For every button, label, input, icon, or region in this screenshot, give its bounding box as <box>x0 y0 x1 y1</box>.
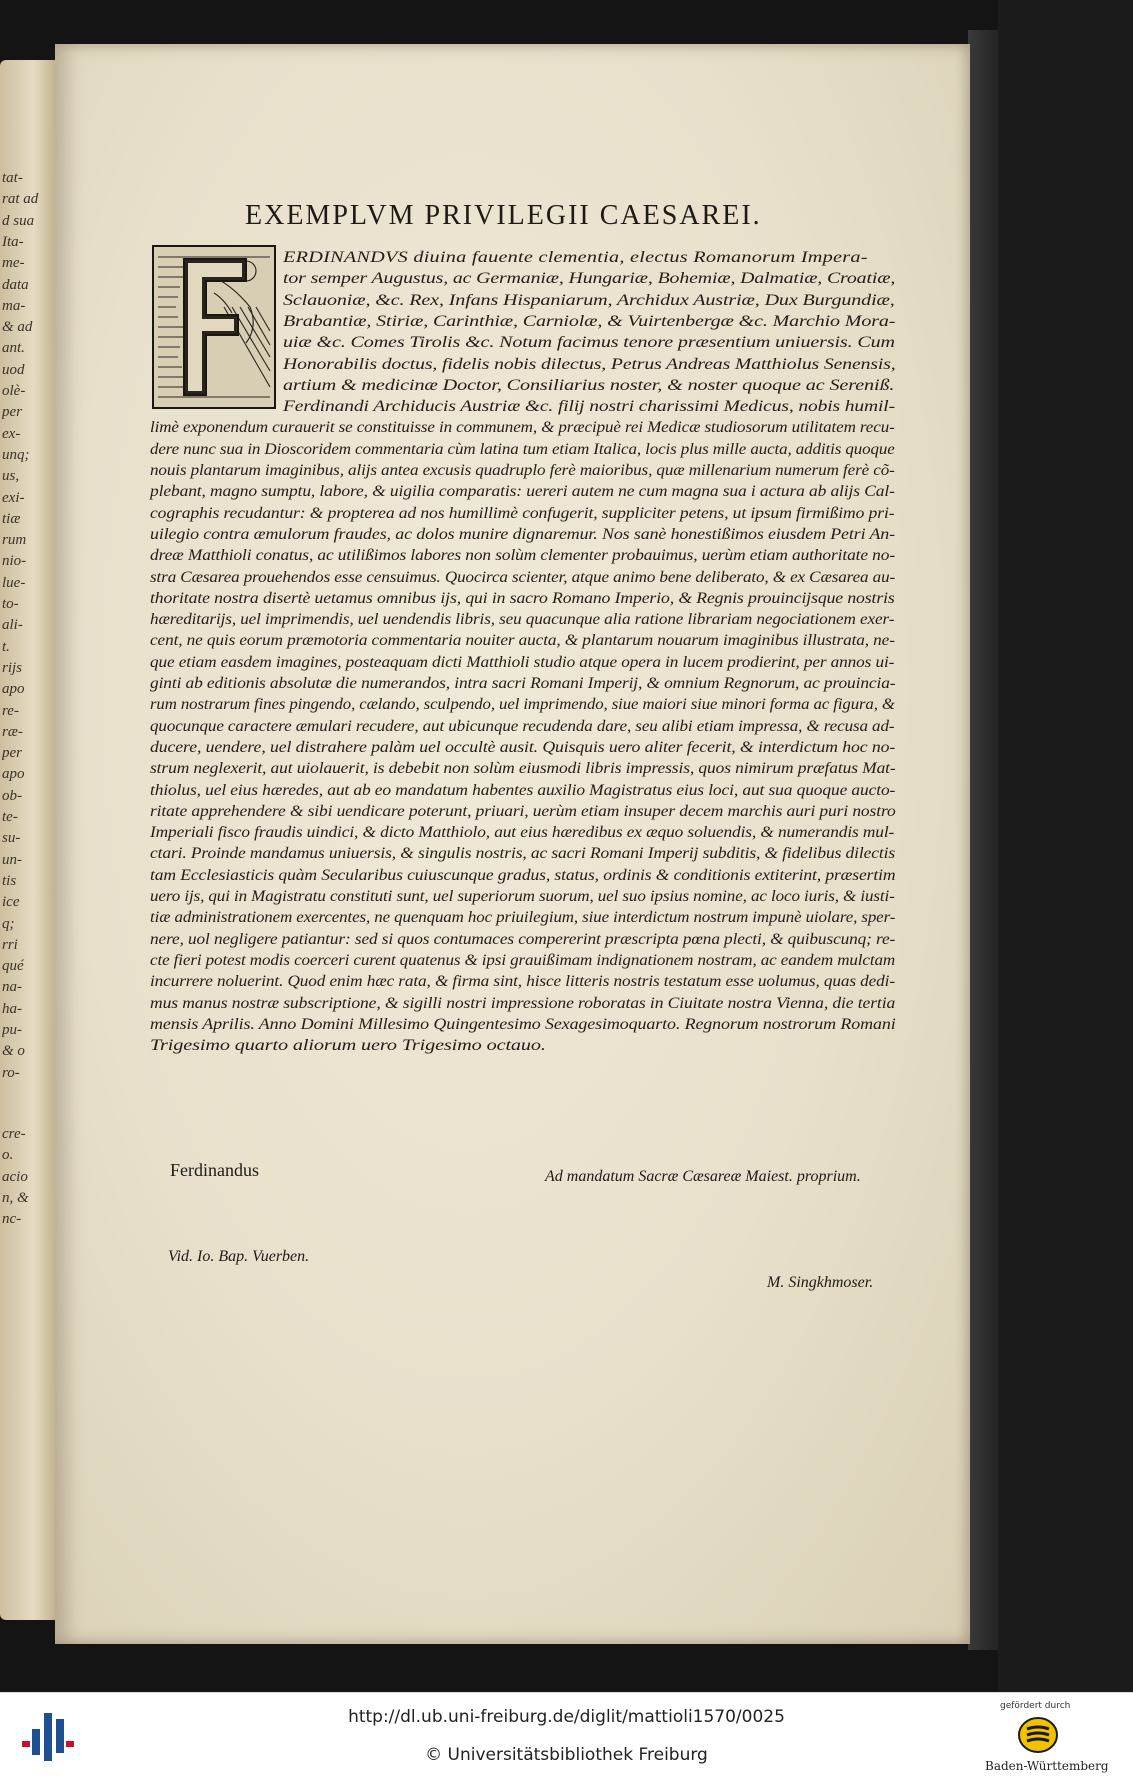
page-stack-edge <box>968 30 998 1650</box>
text-line: Honorabilis doctus, fidelis nobis dilectus, Petrus Andreas Matthiolus Senensis, <box>283 354 896 373</box>
left-page-fragment: q; <box>2 915 15 932</box>
text-line: ctari. Proinde mandamus uniuersis, & singulis nostris, ac sacri Romani Imperij subditis, & fidelibus dilectis <box>150 844 896 863</box>
text-line: Trigesimo quarto aliorum uero Trigesimo octauo. <box>150 1036 546 1055</box>
text-line: ritate apprehendere & sibi uendicare poterunt, priuari, uerùm etiam insuper decem marchis auri puri nostro <box>150 801 896 820</box>
left-page-fragment: rum <box>2 532 27 549</box>
left-page-fragment: acio <box>2 1168 28 1185</box>
funded-by-label: gefördert durch <box>1000 1701 1071 1711</box>
text-line: dere nunc sua in Dioscoridem commentaria cùm latina tum etiam Italica, locis plus mille aucta, additis quoque <box>150 439 895 458</box>
left-page-fragment: ali- <box>2 617 23 634</box>
left-page-fragment: rat ad <box>2 191 39 208</box>
left-page-fragment: tiæ <box>2 510 21 527</box>
viewer-footer <box>0 1692 1133 1781</box>
left-page-fragment: te- <box>2 809 18 825</box>
left-page-fragment: re- <box>2 702 19 719</box>
text-line: Imperiali fisco fraudis uindici, & dicto Matthiolo, aut eius hæredibus ex æquo soluendis, & numerandis mul- <box>150 823 895 842</box>
left-page-fragment: me- <box>2 255 25 272</box>
text-line: uero ijs, qui in Magistratu constituti sunt, uel superiorum suorum, uel suo ipsius nomine, ac loco iuris, & iusti- <box>150 887 895 905</box>
left-page-fragment: apo <box>2 766 25 783</box>
left-page-fragment: rijs <box>2 659 23 676</box>
left-page-fragment: pu- <box>2 1022 22 1038</box>
signature-vid: Vid. Io. Bap. Vuerben. <box>168 1248 310 1265</box>
left-page-fragment: ice <box>2 894 20 911</box>
left-page-fragment: & ad <box>2 319 33 336</box>
text-line: hæreditarijs, uel imprimendis, uel uendendis libris, seu quacunque alia ratione librariam negociationem exer- <box>150 610 895 629</box>
text-line: rum nostrarum fines pingendo, cælando, sculpendo, uel imprimendo, siue maiori siue minori forma ac figura, & <box>150 695 895 714</box>
left-page-fragment: uod <box>2 361 25 378</box>
text-line: limè exponendum curauerit se constituisse in communem, & præcipuè rei Medicæ studiosorum utilitatem recu- <box>150 418 895 437</box>
left-page-fragment: per <box>2 404 22 421</box>
left-page-fragment: t. <box>2 638 10 655</box>
left-page-fragment: o. <box>2 1147 14 1164</box>
left-page-fragment: data <box>2 276 29 293</box>
left-page-fragment: nio- <box>2 553 27 570</box>
text-line: uiæ &c. Comes Tirolis &c. Notum facimus tenore præsentium uniuersis. Cum <box>283 333 895 352</box>
left-page-fragment: d sua <box>2 212 35 229</box>
text-line: cent, ne quis eorum præmotoria commentaria nouiter aucta, & plantarum nouarum imaginibus illustrata, ne- <box>150 631 895 650</box>
woodcut-initial <box>152 245 276 409</box>
text-line: thoritate nostra disertè uetamus omnibus ijs, qui in sacro Romano Imperio, & Regnis prouincijsque nostris <box>150 588 895 607</box>
copyright-notice: © Universitätsbibliothek Freiburg <box>425 1745 708 1765</box>
text-line: stra Cæsarea prouehendos esse censuimus. Quocirca scienter, atque animo bene deliberato, & ex Cæsarea au- <box>150 567 896 586</box>
left-page-fragment: rri <box>2 936 18 953</box>
left-page-fragment: to- <box>2 596 19 612</box>
text-line: Ferdinandi Archiducis Austriæ &c. filij nostri charissimi Medicus, nobis humil- <box>283 397 895 416</box>
left-page-fragment: exi- <box>2 489 25 506</box>
background-cloth <box>998 0 1133 1692</box>
left-page-fragment: un- <box>2 851 22 868</box>
left-page-fragment: unq; <box>2 446 30 463</box>
text-line: ducere, uendere, uel distrahere palàm uel occultè ausit. Quisquis uero aliter fecerit, & interdictum hoc no- <box>150 737 896 756</box>
text-line: incurrere noluerint. Quod enim hæc rata, & firma sint, hisce litteris nostris testatum esse uolumus, quas dedi- <box>150 972 895 991</box>
left-page-fragment: ræ- <box>2 723 23 740</box>
text-line: dreæ Matthioli conatus, ac utilißimos labores non solùm clementer probauimus, uerùm etiam authoritate no- <box>150 546 895 565</box>
text-line: strum neglexerit, aut uiolauerit, is debebit non solùm eiusmodi libris impressis, quos nimirum præfatus Mat- <box>150 759 896 778</box>
left-page-fragment: na- <box>2 979 22 996</box>
page-title: EXEMPLVM PRIVILEGII CAESAREI. <box>245 200 762 231</box>
left-page-fragment: su- <box>2 830 21 847</box>
text-line: cte fieri potest modis coerceri curent quatenus & ipsi grauißimam indignationem nostram, ac eandem mulctam <box>150 950 896 969</box>
left-page-fragment: ant. <box>2 340 25 357</box>
left-page-fragment: ma- <box>2 297 26 314</box>
text-line: cographis recudantur: & propterea ad nos humillimè confugerit, suppliciter petens, ut ipsum firmißimo pri- <box>150 503 895 522</box>
left-page-fragment: tis <box>2 872 17 889</box>
left-page-fragment: Ita- <box>2 233 24 250</box>
text-line: Sclauoniæ, &c. Rex, Infans Hispaniarum, Archidux Austriæ, Dux Burgundiæ, <box>283 290 895 309</box>
text-line: tiæ administrationem exercentes, ne quenquam hoc priuilegium, siue interdictum nostrum impunè uiolare, sper- <box>150 908 896 927</box>
funder-name: Baden-Württemberg <box>985 1759 1109 1773</box>
left-page-fragment: cre- <box>2 1125 26 1142</box>
permalink[interactable]: http://dl.ub.uni-freiburg.de/diglit/mattioli1570/0025 <box>348 1707 785 1727</box>
left-page-fragment: per <box>2 745 22 762</box>
left-page-fragment: lue- <box>2 574 26 591</box>
text-line: thiolus, uel eius hæredes, aut ab eo mandatum habentes auxilio Magistratus eius loci, aut sua quoque aucto- <box>150 780 896 799</box>
left-page-fragment: apo <box>2 681 25 698</box>
text-line: tam Ecclesiasticis quàm Secularibus cuiuscunque gradus, status, ordinis & conditionis extiterint, præsertim <box>150 865 896 884</box>
text-line: nouis plantarum imaginibus, alijs antea excusis quadruplo ferè maioribus, quæ millenarium numerum ferè cõ- <box>150 461 895 479</box>
left-page-fragment: olè- <box>2 383 26 399</box>
text-line: nere, uol negligere patiantur: sed si quos contumaces compererint præscripta pœna plecti, & quibuscunq; re- <box>150 929 896 948</box>
left-page-fragment: & o <box>2 1043 25 1060</box>
left-page-fragment: qué <box>2 958 24 975</box>
text-line: plebant, magno sumptu, labore, & uigilia comparatis: uereri autem ne cum magna sua i actura ab alijs Cal- <box>150 482 895 501</box>
signature-singkhmoser: M. Singkhmoser. <box>767 1274 874 1291</box>
text-line: artium & medicinæ Doctor, Consiliarius noster, & noster quoque ac Sereniß. <box>283 375 895 394</box>
left-page-fragment: ob- <box>2 787 22 804</box>
baden-wuerttemberg-coat-of-arms-icon[interactable] <box>1018 1715 1058 1755</box>
text-line: ginti ab editionis absolutæ die numerandos, intra sacri Romani Imperij, & omnium Regnorum, ac prouincia- <box>150 674 896 692</box>
signature-mandatum: Ad mandatum Sacræ Cæsareæ Maiest. proprium. <box>545 1168 861 1185</box>
left-page-fragment: ha- <box>2 1000 22 1017</box>
left-page-fragment: n, & <box>2 1189 29 1206</box>
text-line: ERDINANDVS diuina fauente clementia, electus Romanorum Impera- <box>283 248 868 266</box>
text-line: mus manus nostræ subscriptione, & sigilli nostri impressione roboratas in Ciuitate nostra Vienna, die tertia <box>150 993 896 1012</box>
text-line: mensis Aprilis. Anno Domini Millesimo Quingentesimo Sexagesimoquarto. Regnorum nostrorum Romani <box>150 1014 896 1033</box>
text-line: quocunque caractere æmulari recudere, aut ubicunque recudenda dare, seu alibi etiam impressa, & recusa ad- <box>150 716 895 735</box>
left-page-fragment: us, <box>2 468 20 485</box>
woodcut-initial-icon <box>154 247 274 407</box>
text-line: que etiam easdem imagines, posteaquam dicti Matthioli studio atque opera in lucem prodierint, per annos ui- <box>150 652 895 671</box>
text-line: tor semper Augustus, ac Germaniæ, Hungariæ, Bohemiæ, Dalmatiæ, Croatiæ, <box>283 269 896 288</box>
left-page-fragment: nc- <box>2 1211 22 1228</box>
signature-ferdinandus: Ferdinandus <box>170 1160 259 1180</box>
text-line: Brabantiæ, Stiriæ, Carinthiæ, Carniolæ, & Vuirtenbergæ &c. Marchio Mora- <box>283 311 896 330</box>
text-line: uilegio contra æmulorum fraudes, ac dolos munire dignaremur. Nos sanè honestißimos eiusdem Petri An- <box>150 524 895 543</box>
left-page-fragment: tat- <box>2 170 23 186</box>
left-page-fragment: ex- <box>2 425 21 442</box>
left-page-fragment: ro- <box>2 1064 20 1081</box>
